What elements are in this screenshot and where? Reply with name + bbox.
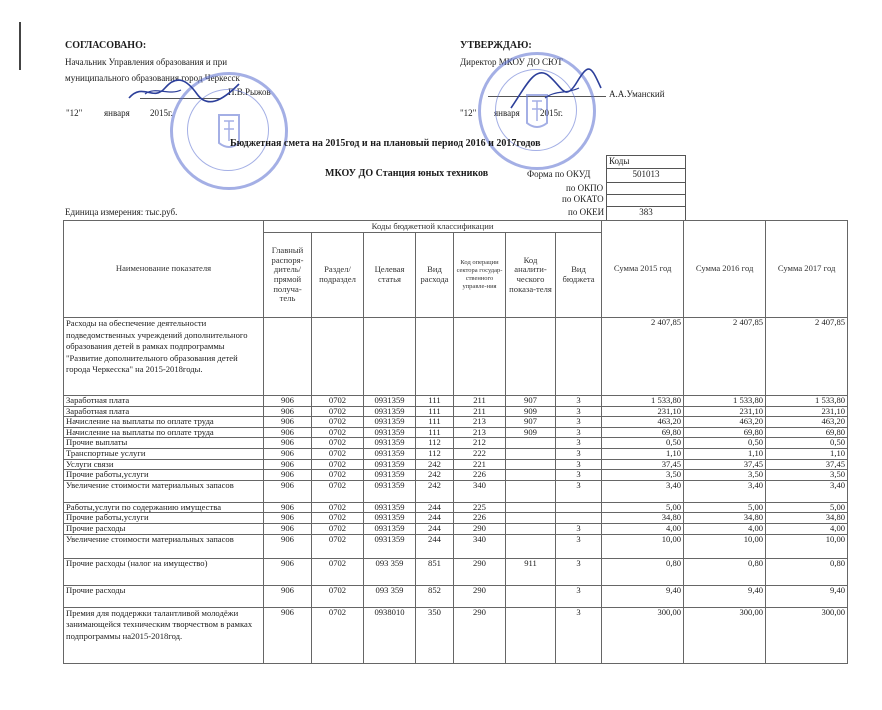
unit-label: Единица измерения: тыс.руб. (65, 207, 178, 217)
cell-vid: 112 (416, 438, 454, 449)
cell-s2015: 231,10 (602, 406, 684, 417)
cell-vid: 244 (416, 513, 454, 524)
approval-left-date-year: 2015г. (150, 108, 173, 118)
cell-s2016: 231,10 (684, 406, 766, 417)
cell-analit (506, 523, 556, 534)
cell-s2016: 10,00 (684, 534, 766, 558)
cell-s2016: 37,45 (684, 459, 766, 470)
cell-razdel: 0702 (312, 396, 364, 407)
cell-celevaya: 0931359 (364, 448, 416, 459)
cell-name: Прочие выплаты (64, 438, 264, 449)
cell-analit: 911 (506, 558, 556, 585)
cell-s2016: 1,10 (684, 448, 766, 459)
table-row (64, 459, 848, 470)
section1-sum2016: 2 407,85 (684, 318, 766, 396)
section2-razdel: 0702 (312, 607, 364, 663)
cell-s2016: 4,00 (684, 523, 766, 534)
approval-left-signer: П.В.Рыжов (228, 87, 271, 97)
col-sum2015-header: Сумма 2015 год (602, 221, 684, 318)
col-glava-header: Главный распоря-дитель/ прямой получа-тель (264, 233, 312, 318)
section1-sum2015: 2 407,85 (602, 318, 684, 396)
cell-celevaya: 0931359 (364, 534, 416, 558)
cell-analit (506, 480, 556, 502)
cell-vidbudget (556, 502, 602, 513)
cell-name: Увеличение стоимости материальных запасов (64, 534, 264, 558)
cell-s2016: 0,80 (684, 558, 766, 585)
cell-analit: 907 (506, 417, 556, 428)
cell-vid: 111 (416, 417, 454, 428)
cell-celevaya: 093 359 (364, 585, 416, 607)
cell-celevaya: 0931359 (364, 513, 416, 524)
cell-celevaya: 0931359 (364, 502, 416, 513)
cell-s2016: 5,00 (684, 502, 766, 513)
table-row (64, 448, 848, 459)
approval-left-line1: Начальник Управления образования и при (65, 57, 228, 67)
cell-celevaya: 0931359 (364, 427, 416, 438)
cell-vid: 242 (416, 470, 454, 481)
cell-razdel: 0702 (312, 585, 364, 607)
approval-right-signer: А.А.Уманский (609, 89, 665, 99)
cell-analit (506, 470, 556, 481)
cell-name: Начисление на выплаты по оплате труда (64, 427, 264, 438)
table-row (64, 502, 848, 513)
approval-right-heading: УТВЕРЖДАЮ: (460, 40, 532, 51)
cell-name: Прочие работы,услуги (64, 513, 264, 524)
table-row (64, 396, 848, 407)
cell-s2017: 4,00 (766, 523, 848, 534)
cell-glava: 906 (264, 396, 312, 407)
col-sum2016-header: Сумма 2016 год (684, 221, 766, 318)
cell-vid: 242 (416, 459, 454, 470)
cell-name: Работы,услуги по содержанию имущества (64, 502, 264, 513)
cell-celevaya: 0931359 (364, 406, 416, 417)
cell-s2015: 0,80 (602, 558, 684, 585)
cell-kosgu: 290 (454, 523, 506, 534)
cell-s2017: 10,00 (766, 534, 848, 558)
cell-s2017: 1,10 (766, 448, 848, 459)
cell-s2015: 3,40 (602, 480, 684, 502)
codes-header: Коды (607, 156, 685, 169)
codes-box (606, 155, 686, 221)
cell-kosgu: 211 (454, 396, 506, 407)
table-row (64, 417, 848, 428)
cell-s2016: 34,80 (684, 513, 766, 524)
section2-sum2016: 300,00 (684, 607, 766, 663)
cell-glava: 906 (264, 427, 312, 438)
col-celevaya-header: Целевая статья (364, 233, 416, 318)
cell-vidbudget: 3 (556, 459, 602, 470)
cell-analit (506, 585, 556, 607)
cell-kosgu: 340 (454, 480, 506, 502)
cell-s2017: 231,10 (766, 406, 848, 417)
approval-left-date-month: января (104, 108, 130, 118)
cell-name: Заработная плата (64, 406, 264, 417)
cell-razdel: 0702 (312, 558, 364, 585)
cell-celevaya: 0931359 (364, 438, 416, 449)
cell-s2016: 9,40 (684, 585, 766, 607)
cell-vid: 111 (416, 406, 454, 417)
cell-name: Прочие расходы (64, 523, 264, 534)
table-row (64, 470, 848, 481)
section1-name: Расходы на обеспечение деятельности подведомственных учреждений дополнительного образования детей в рамках подпрограммы "Развитие дополнительного образования детей города Черкесска" на 2015-2018годы. (64, 318, 264, 396)
approval-right-date-year: 2015г. (540, 108, 563, 118)
cell-kosgu: 222 (454, 448, 506, 459)
cell-razdel: 0702 (312, 417, 364, 428)
cell-s2015: 10,00 (602, 534, 684, 558)
cell-s2015: 5,00 (602, 502, 684, 513)
cell-glava: 906 (264, 459, 312, 470)
cell-kosgu: 290 (454, 585, 506, 607)
cell-celevaya: 0931359 (364, 459, 416, 470)
cell-glava: 906 (264, 438, 312, 449)
cell-s2017: 9,40 (766, 585, 848, 607)
cell-celevaya: 093 359 (364, 558, 416, 585)
col-kosgu-header: Код операции сектора государ-ственного управле-ния (454, 233, 506, 318)
cell-s2015: 4,00 (602, 523, 684, 534)
col-sum2017-header: Сумма 2017 год (766, 221, 848, 318)
table-row (64, 438, 848, 449)
cell-vidbudget: 3 (556, 480, 602, 502)
cell-s2015: 34,80 (602, 513, 684, 524)
cell-razdel: 0702 (312, 438, 364, 449)
cell-vidbudget: 3 (556, 438, 602, 449)
cell-glava: 906 (264, 534, 312, 558)
cell-razdel: 0702 (312, 513, 364, 524)
cell-vid: 244 (416, 534, 454, 558)
cell-analit (506, 502, 556, 513)
cell-kosgu: 290 (454, 558, 506, 585)
cell-vid: 111 (416, 427, 454, 438)
cell-vidbudget: 3 (556, 448, 602, 459)
page-margin-mark (19, 22, 21, 70)
budget-table (63, 220, 848, 664)
section-row-1 (64, 318, 848, 396)
section1-sum2017: 2 407,85 (766, 318, 848, 396)
cell-vid: 852 (416, 585, 454, 607)
cell-kosgu: 213 (454, 417, 506, 428)
cell-analit: 907 (506, 396, 556, 407)
cell-s2017: 5,00 (766, 502, 848, 513)
table-row (64, 523, 848, 534)
cell-s2017: 69,80 (766, 427, 848, 438)
section2-analit (506, 607, 556, 663)
cell-glava: 906 (264, 480, 312, 502)
table-row (64, 406, 848, 417)
table-row (64, 585, 848, 607)
cell-name: Услуги связи (64, 459, 264, 470)
section2-sum2015: 300,00 (602, 607, 684, 663)
section2-kosgu: 290 (454, 607, 506, 663)
cell-glava: 906 (264, 523, 312, 534)
approval-right-date-month: января (494, 108, 520, 118)
cell-analit: 909 (506, 427, 556, 438)
cell-analit (506, 534, 556, 558)
cell-vid: 851 (416, 558, 454, 585)
cell-vidbudget: 3 (556, 396, 602, 407)
cell-s2016: 3,40 (684, 480, 766, 502)
organization-name: МКОУ ДО Станция юных техников (325, 168, 489, 179)
cell-vid: 244 (416, 502, 454, 513)
cell-razdel: 0702 (312, 448, 364, 459)
okato-label: по ОКАТО (562, 194, 604, 204)
cell-s2015: 0,50 (602, 438, 684, 449)
cell-vid: 111 (416, 396, 454, 407)
cell-razdel: 0702 (312, 427, 364, 438)
cell-vidbudget: 3 (556, 585, 602, 607)
okei-value: 383 (639, 207, 653, 217)
cell-name: Прочие расходы (64, 585, 264, 607)
cell-s2017: 0,80 (766, 558, 848, 585)
cell-razdel: 0702 (312, 502, 364, 513)
cell-analit (506, 459, 556, 470)
cell-s2016: 3,50 (684, 470, 766, 481)
cell-kosgu: 212 (454, 438, 506, 449)
okpo-value (607, 183, 685, 195)
cell-vid: 242 (416, 480, 454, 502)
cell-kosgu: 226 (454, 470, 506, 481)
okei-label: по ОКЕИ (568, 207, 605, 217)
table-row (64, 558, 848, 585)
section2-glava: 906 (264, 607, 312, 663)
cell-s2015: 69,80 (602, 427, 684, 438)
cell-s2016: 1 533,80 (684, 396, 766, 407)
cell-glava: 906 (264, 585, 312, 607)
cell-razdel: 0702 (312, 480, 364, 502)
cell-kosgu: 213 (454, 427, 506, 438)
table-row (64, 427, 848, 438)
cell-s2017: 37,45 (766, 459, 848, 470)
cell-name: Прочие расходы (налог на имущество) (64, 558, 264, 585)
cell-s2015: 37,45 (602, 459, 684, 470)
cell-s2016: 463,20 (684, 417, 766, 428)
cell-name: Прочие работы,услуги (64, 470, 264, 481)
cell-celevaya: 0931359 (364, 396, 416, 407)
col-vidbudget-header: Вид бюджета (556, 233, 602, 318)
cell-vidbudget: 3 (556, 534, 602, 558)
approval-right-line1: Директор МКОУ ДО СЮТ (460, 57, 563, 67)
cell-s2017: 3,40 (766, 480, 848, 502)
cell-vidbudget: 3 (556, 470, 602, 481)
cell-s2015: 1,10 (602, 448, 684, 459)
col-analit-header: Код аналити-ческого показа-теля (506, 233, 556, 318)
cell-kosgu: 225 (454, 502, 506, 513)
okpo-label: по ОКПО (566, 183, 604, 193)
cell-s2015: 463,20 (602, 417, 684, 428)
cell-glava: 906 (264, 406, 312, 417)
col-vid-header: Вид расхода (416, 233, 454, 318)
cell-vidbudget: 3 (556, 406, 602, 417)
cell-analit (506, 448, 556, 459)
cell-celevaya: 0931359 (364, 480, 416, 502)
cell-vidbudget (556, 513, 602, 524)
cell-celevaya: 0931359 (364, 417, 416, 428)
cell-vidbudget: 3 (556, 427, 602, 438)
signature-right (505, 58, 605, 114)
cell-razdel: 0702 (312, 534, 364, 558)
cell-name: Увеличение стоимости материальных запасов (64, 480, 264, 502)
table-row (64, 534, 848, 558)
approval-left-heading: СОГЛАСОВАНО: (65, 40, 147, 51)
cell-s2017: 1 533,80 (766, 396, 848, 407)
cell-razdel: 0702 (312, 459, 364, 470)
cell-razdel: 0702 (312, 470, 364, 481)
cell-glava: 906 (264, 448, 312, 459)
approval-right-date-day: "12" (460, 108, 477, 118)
approval-left-line2: муниципального образования город Черкесск (65, 73, 240, 83)
section-row-2 (64, 607, 848, 663)
col-razdel-header: Раздел/ подраздел (312, 233, 364, 318)
section2-celevaya: 0938010 (364, 607, 416, 663)
table-row (64, 480, 848, 502)
cell-name: Транспортные услуги (64, 448, 264, 459)
cell-kosgu: 211 (454, 406, 506, 417)
cell-analit (506, 438, 556, 449)
cell-vidbudget: 3 (556, 523, 602, 534)
cell-celevaya: 0931359 (364, 470, 416, 481)
section2-vid: 350 (416, 607, 454, 663)
cell-s2015: 9,40 (602, 585, 684, 607)
okud-label: Форма по ОКУД (527, 169, 591, 179)
cell-razdel: 0702 (312, 406, 364, 417)
cell-glava: 906 (264, 470, 312, 481)
cell-celevaya: 0931359 (364, 523, 416, 534)
col-name-header: Наименование показателя (64, 221, 264, 318)
cell-glava: 906 (264, 513, 312, 524)
cell-s2016: 69,80 (684, 427, 766, 438)
cell-s2017: 3,50 (766, 470, 848, 481)
section2-name: Премия для поддержки талантливой молодёжи занимающейся техническим творчеством в рамках подпрограммы на2015-2018год. (64, 607, 264, 663)
cell-vidbudget: 3 (556, 417, 602, 428)
approval-left-date-day: "12" (66, 108, 83, 118)
cell-kosgu: 221 (454, 459, 506, 470)
table-row (64, 513, 848, 524)
cell-kosgu: 226 (454, 513, 506, 524)
cell-s2017: 0,50 (766, 438, 848, 449)
cell-s2015: 1 533,80 (602, 396, 684, 407)
cell-glava: 906 (264, 502, 312, 513)
cell-razdel: 0702 (312, 523, 364, 534)
cell-glava: 906 (264, 417, 312, 428)
cell-analit (506, 513, 556, 524)
section2-sum2017: 300,00 (766, 607, 848, 663)
cell-vid: 112 (416, 448, 454, 459)
okud-value: 501013 (607, 169, 685, 183)
cell-vidbudget: 3 (556, 558, 602, 585)
cell-kosgu: 340 (454, 534, 506, 558)
cell-s2017: 463,20 (766, 417, 848, 428)
cell-s2015: 3,50 (602, 470, 684, 481)
cell-analit: 909 (506, 406, 556, 417)
cell-s2017: 34,80 (766, 513, 848, 524)
okato-value (607, 195, 685, 207)
signature-left (125, 76, 245, 106)
cell-name: Заработная плата (64, 396, 264, 407)
cell-glava: 906 (264, 558, 312, 585)
budget-classification-header: Коды бюджетной классификации (264, 221, 602, 233)
section2-vidbudget: 3 (556, 607, 602, 663)
document-title: Бюджетная смета на 2015год и на плановый период 2016 и 2017годов (230, 138, 541, 149)
cell-s2016: 0,50 (684, 438, 766, 449)
cell-name: Начисление на выплаты по оплате труда (64, 417, 264, 428)
cell-vid: 244 (416, 523, 454, 534)
